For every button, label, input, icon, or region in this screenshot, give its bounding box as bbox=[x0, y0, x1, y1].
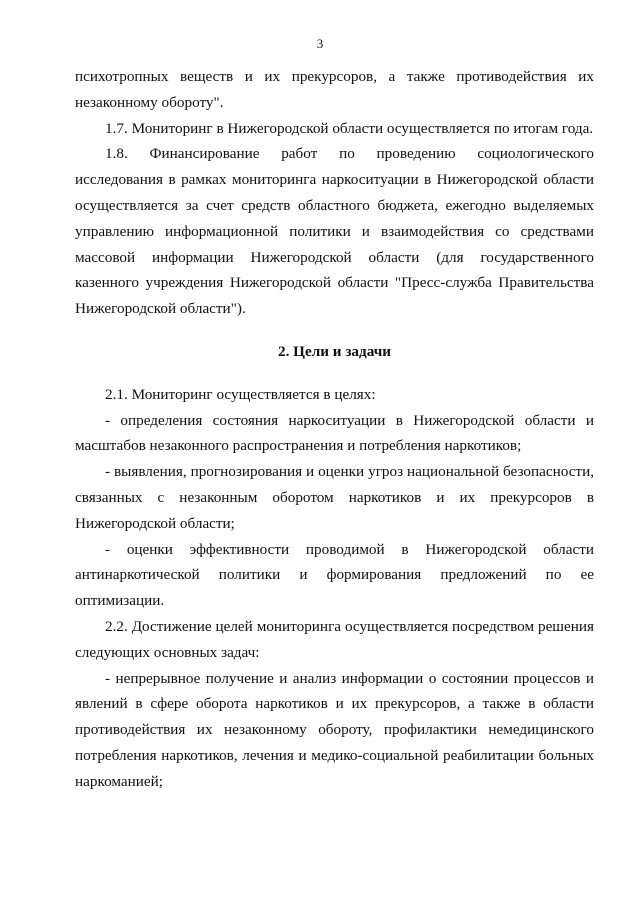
paragraph-continuation: психотропных веществ и их прекурсоров, а также противодействия их незаконному обороту". bbox=[75, 68, 594, 111]
list-item-goal: - определения состояния наркоситуации в Нижегородской области и масштабов незаконного распространения и потребления наркотиков; bbox=[75, 411, 594, 455]
section-heading: 2. Цели и задачи bbox=[277, 342, 392, 360]
paragraph-2-1: 2.1. Мониторинг осуществляется в целях: bbox=[105, 385, 376, 403]
document-body bbox=[75, 64, 594, 795]
paragraph-2-2: 2.2. Достижение целей мониторинга осуществляется посредством решения следующих основных задач: bbox=[75, 617, 594, 661]
section-gap bbox=[75, 322, 594, 339]
paragraph-1-8: 1.8. Финансирование работ по проведению социологического исследования в рамках мониторинга наркоситуации в Нижегородской области осуществляется за счет средств областного бюджета, ежегодно выделяемых управлению информационной политики и взаимодействия со средствами массовой информации Нижегородской области (для государственного казенного учреждения Нижегородской области "Пресс-служба Правительства Нижегородской области"). bbox=[75, 145, 594, 318]
list-item-goal: - оценки эффективности проводимой в Нижегородской области антинаркотической политики и формирования предложений по ее оптимизации. bbox=[75, 540, 594, 610]
paragraph-1-7: 1.7. Мониторинг в Нижегородской области осуществляется по итогам года. bbox=[105, 119, 594, 137]
list-item-task: - непрерывное получение и анализ информации о состоянии процессов и явлений в сфере оборота наркотиков и их прекурсоров, а также в области противодействия их незаконному обороту, профилактики немедицинского потребления наркотиков, лечения и медико-социальной реабилитации больных наркоманией; bbox=[75, 669, 594, 790]
list-item-goal: - выявления, прогнозирования и оценки угроз национальной безопасности, связанных с незаконным оборотом наркотиков и их прекурсоров в Нижегородской области; bbox=[75, 463, 594, 532]
section-gap bbox=[75, 365, 594, 382]
page-number: 3 bbox=[316, 36, 324, 51]
